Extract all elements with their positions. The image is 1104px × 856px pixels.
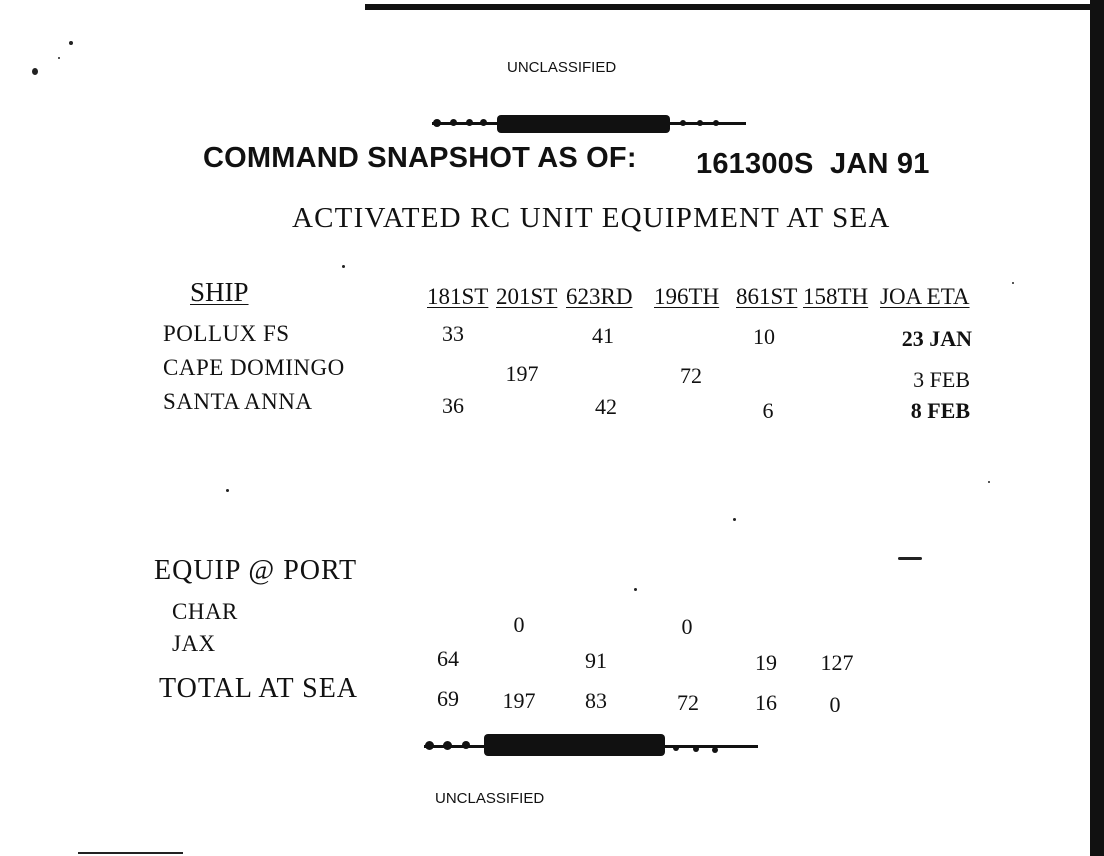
classification-bottom: UNCLASSIFIED: [435, 790, 545, 807]
cell-181st: 36: [442, 393, 464, 418]
column-header-196th: 196TH: [654, 284, 720, 309]
scan-speck: [1012, 282, 1014, 284]
column-header-623rd: 623RD: [566, 284, 633, 309]
cell-181st: 33: [442, 321, 464, 346]
scan-border-bottom: [78, 852, 183, 854]
scan-speck: [226, 489, 229, 492]
scan-speck: [58, 57, 60, 59]
cell-861st: 16: [755, 690, 777, 715]
column-header-861st: 861ST: [736, 284, 798, 309]
scan-border-top: [365, 4, 1104, 10]
cell-196th: 0: [681, 614, 693, 639]
scan-speck: [342, 265, 345, 268]
cell-861st: 6: [762, 398, 774, 423]
ship-name: SANTA ANNA: [163, 389, 313, 414]
scan-speck: [733, 518, 736, 521]
column-header-201st: 201ST: [496, 284, 558, 309]
cell-201st: 197: [502, 688, 536, 713]
column-header-181st: 181ST: [427, 284, 489, 309]
column-header-158th: 158TH: [803, 284, 869, 309]
cell-201st: 0: [513, 612, 525, 637]
scan-border-right: [1090, 0, 1104, 856]
cell-196th: 72: [677, 690, 699, 715]
port-name: JAX: [172, 631, 216, 656]
cell-623rd: 91: [585, 648, 607, 673]
scan-speck: [32, 68, 38, 75]
cell-623rd: 42: [595, 394, 617, 419]
cell-196th: 72: [680, 363, 702, 388]
ship-name: POLLUX FS: [163, 321, 290, 346]
cell-623rd: 41: [592, 323, 614, 348]
cell-861st: 10: [753, 324, 775, 349]
scan-speck: [988, 481, 990, 483]
cell-201st: 197: [505, 361, 539, 386]
cell-joa-eta: 23 JAN: [901, 326, 972, 351]
port-section-header: EQUIP @ PORT: [154, 555, 358, 586]
cell-181st: 69: [437, 686, 459, 711]
ship-column-header: SHIP: [190, 277, 249, 307]
column-header-joa-eta: JOA ETA: [880, 284, 970, 309]
page-subtitle: ACTIVATED RC UNIT EQUIPMENT AT SEA: [292, 202, 891, 234]
port-name: CHAR: [172, 599, 238, 624]
cell-joa-eta: 3 FEB: [913, 367, 970, 392]
scan-speck: [634, 588, 637, 591]
total-label: TOTAL AT SEA: [159, 673, 359, 704]
classification-top: UNCLASSIFIED: [507, 59, 617, 76]
scan-speck: [898, 557, 922, 560]
cell-623rd: 83: [585, 688, 607, 713]
cell-joa-eta: 8 FEB: [910, 398, 970, 423]
cell-861st: 19: [755, 650, 777, 675]
snapshot-datetime: 161300S JAN 91: [696, 148, 930, 180]
scan-speck: [69, 41, 73, 45]
cell-181st: 64: [437, 646, 459, 671]
page-title: COMMAND SNAPSHOT AS OF:: [203, 142, 637, 174]
cell-158th: 0: [829, 692, 841, 717]
cell-158th: 127: [820, 650, 854, 675]
ship-name: CAPE DOMINGO: [163, 355, 345, 380]
